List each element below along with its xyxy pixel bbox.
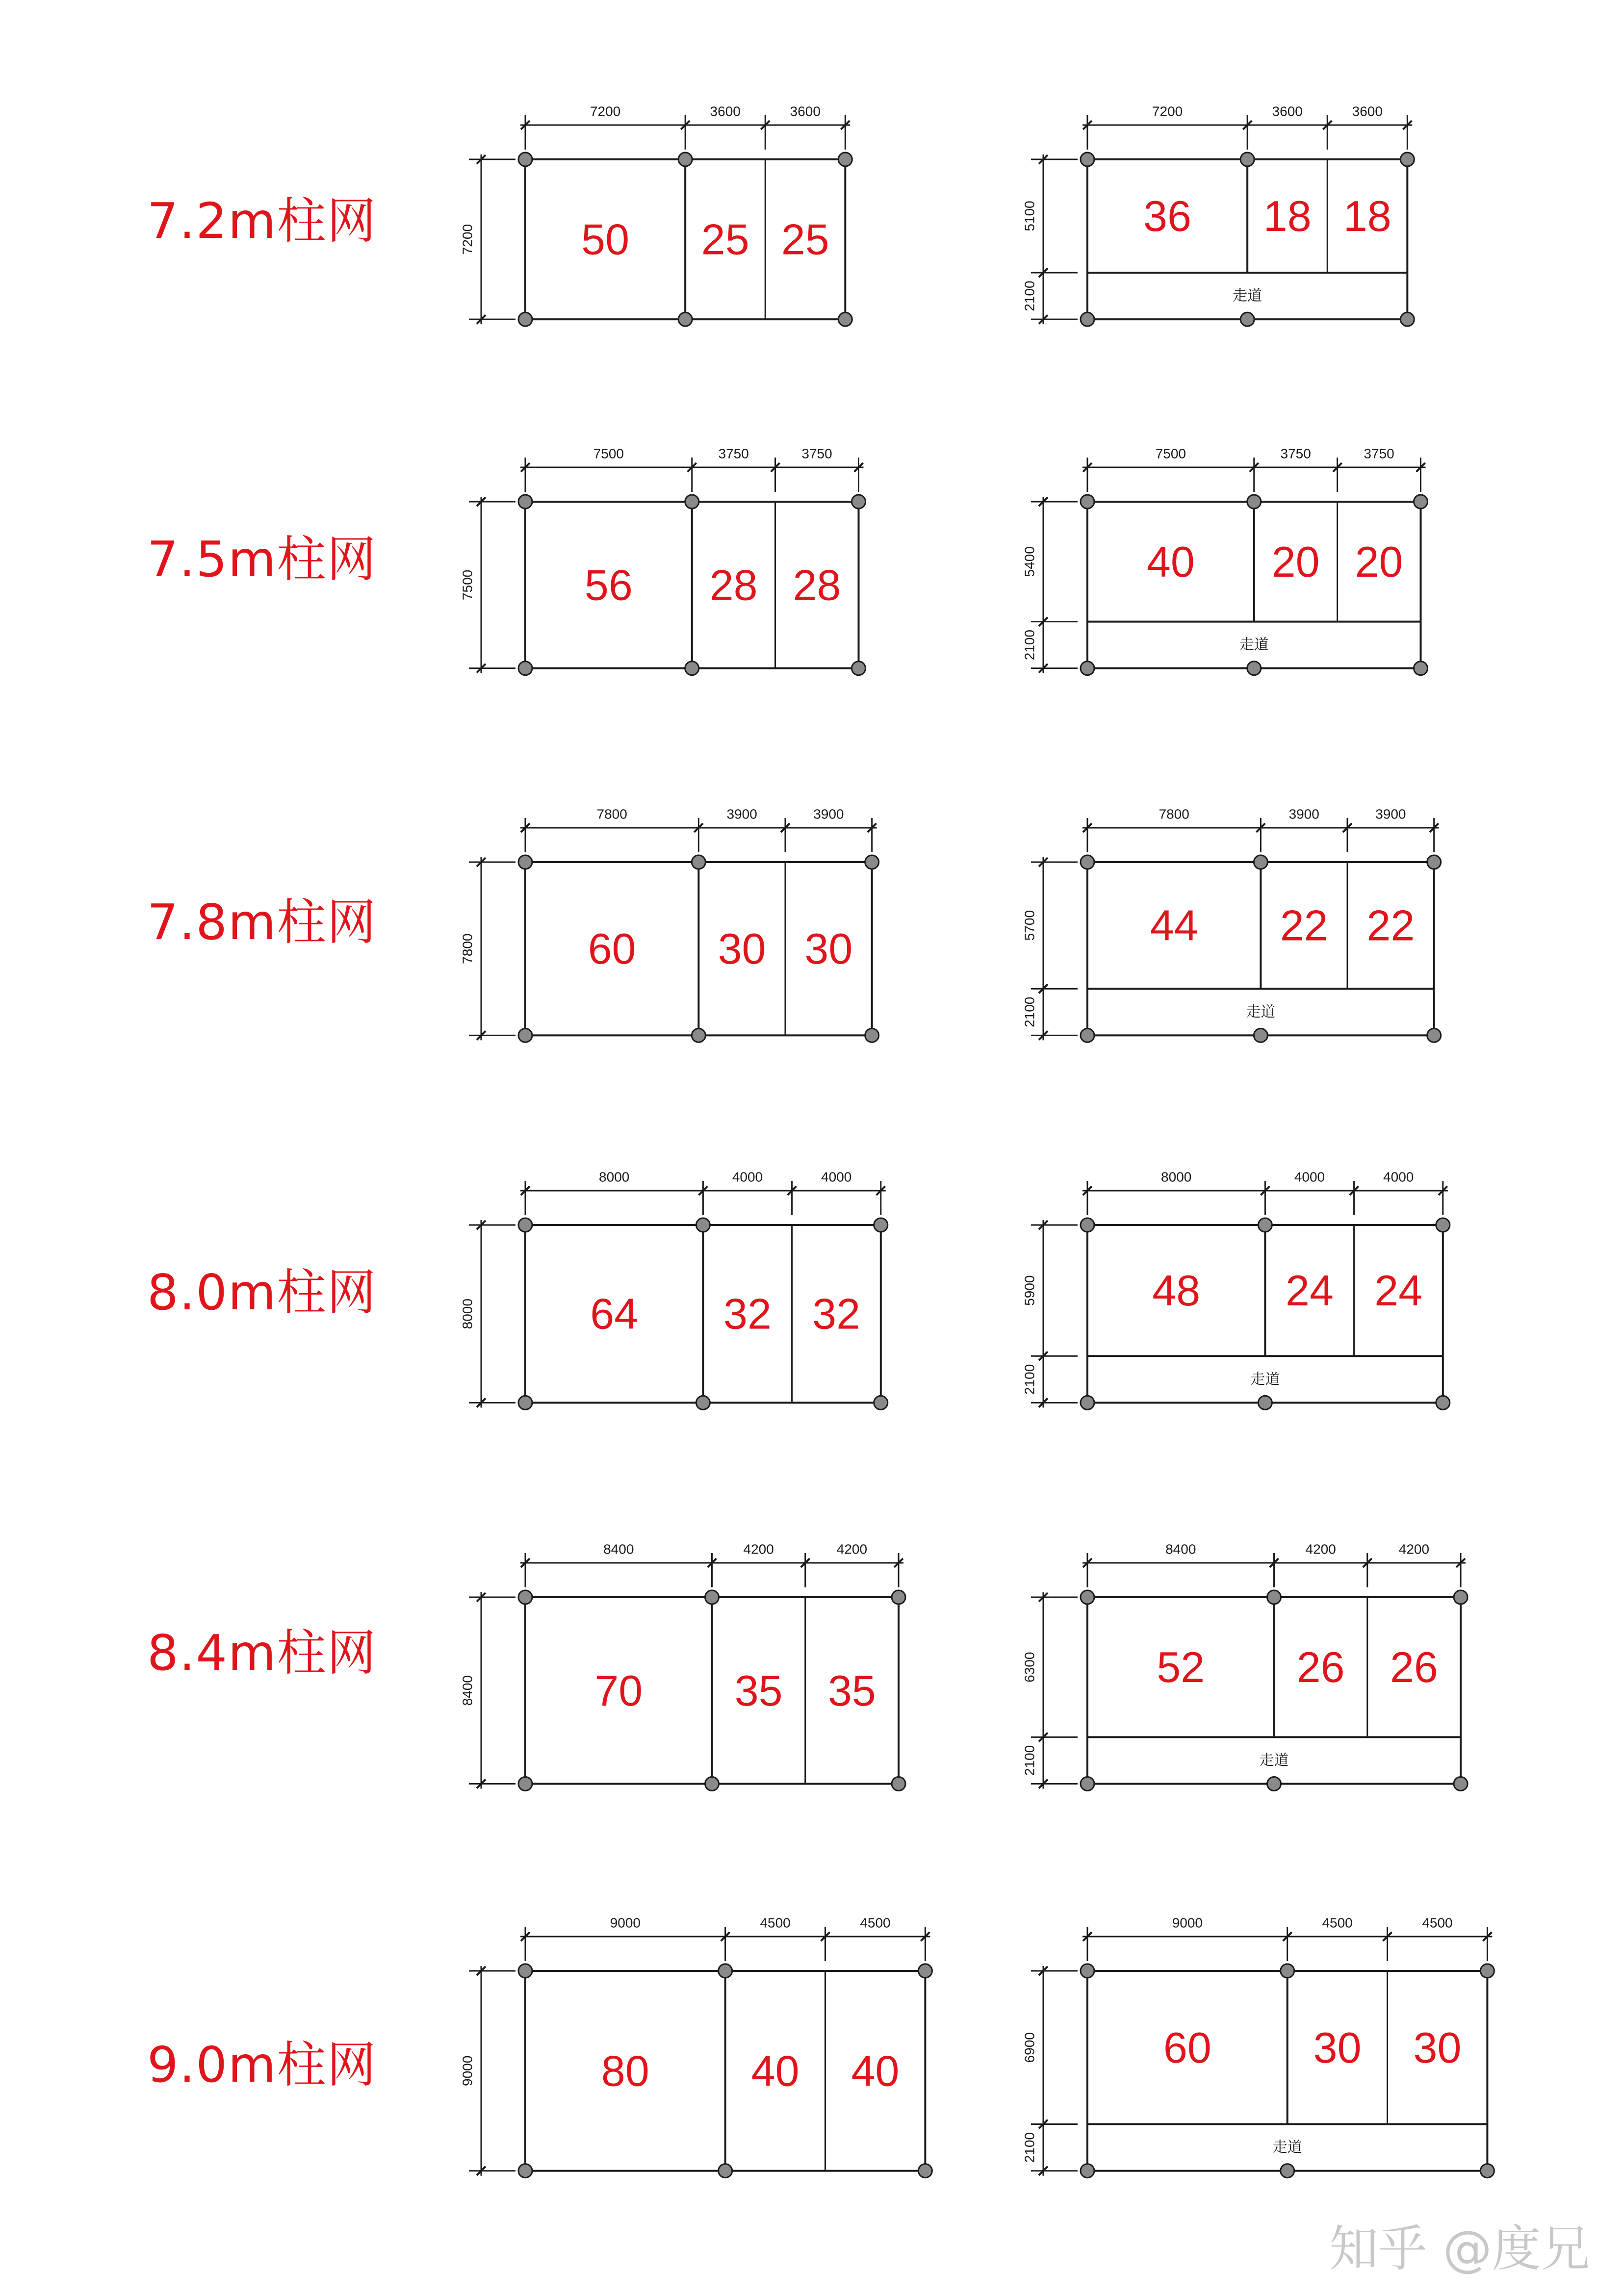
room-area-number: 35 — [734, 1666, 783, 1715]
column-marker — [1081, 1964, 1094, 1978]
column-marker — [719, 1964, 732, 1978]
span-dimension-label: 3900 — [726, 806, 757, 822]
plan-with-corridor — [1022, 807, 1441, 1043]
column-marker — [1254, 855, 1267, 869]
column-marker — [1081, 855, 1094, 869]
room-area-number: 26 — [1296, 1643, 1345, 1692]
column-marker — [852, 495, 866, 509]
column-marker — [1267, 1590, 1281, 1604]
column-marker — [685, 495, 699, 509]
room-area-number: 70 — [594, 1666, 643, 1715]
corridor-depth-label: 2100 — [1022, 1364, 1037, 1395]
column-marker — [1081, 1028, 1094, 1042]
span-dimension-label: 3750 — [1280, 446, 1311, 461]
column-marker — [1480, 2164, 1494, 2178]
column-marker — [1081, 1777, 1094, 1791]
span-dimension-label: 4000 — [1383, 1169, 1414, 1185]
column-marker — [918, 2164, 932, 2178]
span-dimension-label: 8000 — [1161, 1169, 1192, 1185]
room-area-number: 56 — [584, 561, 633, 610]
column-marker — [1081, 312, 1094, 326]
column-marker — [892, 1777, 905, 1791]
room-area-number: 35 — [827, 1666, 876, 1715]
span-dimension-label: 3750 — [1364, 446, 1394, 461]
span-dimension-label: 8400 — [603, 1541, 634, 1557]
span-dimension-label: 4200 — [836, 1541, 868, 1557]
room-area-number: 64 — [590, 1289, 639, 1338]
column-marker — [1081, 153, 1094, 166]
corridor-depth-label: 2100 — [1022, 1745, 1037, 1776]
room-area-number: 28 — [793, 561, 841, 610]
room-area-number: 32 — [812, 1289, 861, 1338]
room-area-number: 40 — [851, 2046, 900, 2095]
span-dimension-label: 9000 — [1172, 1915, 1203, 1931]
span-dimension-label: 4000 — [1294, 1169, 1325, 1185]
room-area-number: 32 — [723, 1289, 772, 1338]
room-area-number: 40 — [751, 2046, 799, 2095]
room-area-number: 50 — [581, 215, 630, 264]
column-marker — [705, 1590, 719, 1604]
room-area-number: 80 — [601, 2046, 649, 2095]
room-area-number: 24 — [1286, 1266, 1334, 1315]
room-area-number: 60 — [1163, 2023, 1211, 2072]
column-marker — [518, 662, 532, 675]
room-area-number: 25 — [781, 215, 829, 264]
room-area-number: 36 — [1143, 192, 1192, 241]
column-marker — [518, 2164, 532, 2178]
room-area-number: 20 — [1355, 537, 1403, 586]
span-dimension-label: 3600 — [1272, 103, 1303, 119]
column-marker — [1427, 855, 1441, 869]
room-area-number: 30 — [804, 924, 853, 973]
room-area-number: 28 — [709, 561, 758, 610]
corridor-label: 走道 — [1272, 2139, 1302, 2156]
corridor-depth-label: 2100 — [1022, 630, 1037, 661]
grid-title: 8.4m柱网 — [147, 1624, 377, 1682]
corridor-depth-label: 2100 — [1022, 281, 1037, 311]
column-marker — [865, 855, 879, 869]
grid-title: 8.0m柱网 — [147, 1264, 377, 1321]
column-marker — [1480, 1964, 1494, 1978]
plan-with-corridor — [1022, 1915, 1494, 2178]
span-dimension-label: 3600 — [790, 103, 821, 119]
corridor-label: 走道 — [1246, 1004, 1276, 1020]
room-depth-label: 6300 — [1022, 1652, 1037, 1683]
column-marker — [1454, 1590, 1468, 1604]
plan-full-depth — [460, 104, 852, 327]
room-area-number: 30 — [718, 924, 766, 973]
column-marker — [685, 662, 699, 675]
watermark: 知乎 @度兄 — [1329, 2220, 1590, 2277]
corridor-label: 走道 — [1259, 1752, 1289, 1769]
grid-title: 7.5m柱网 — [147, 531, 377, 588]
plan-with-corridor — [1022, 1170, 1450, 1410]
column-marker — [518, 153, 532, 166]
span-dimension-label: 4500 — [760, 1915, 791, 1931]
span-dimension-label: 9000 — [610, 1915, 641, 1931]
column-marker — [1427, 1028, 1441, 1042]
span-dimension-label: 7200 — [590, 103, 621, 119]
depth-dimension-label: 7800 — [460, 933, 475, 964]
column-marker — [1240, 312, 1254, 326]
span-dimension-label: 4200 — [743, 1541, 774, 1557]
room-depth-label: 5100 — [1022, 201, 1037, 231]
room-area-number: 40 — [1146, 537, 1195, 586]
room-area-number: 18 — [1343, 192, 1391, 241]
column-marker — [518, 855, 532, 869]
span-dimension-label: 3600 — [710, 103, 741, 119]
column-marker — [678, 153, 692, 166]
column-marker — [692, 855, 705, 869]
column-marker — [1081, 1218, 1094, 1232]
room-depth-label: 5700 — [1022, 910, 1037, 941]
column-marker — [1281, 1964, 1294, 1978]
column-marker — [1258, 1396, 1272, 1409]
column-marker — [1281, 2164, 1294, 2178]
span-dimension-label: 7500 — [593, 446, 624, 461]
plan-with-corridor — [1022, 104, 1415, 327]
column-marker — [518, 1777, 532, 1791]
column-marker — [1454, 1777, 1468, 1791]
span-dimension-label: 4200 — [1305, 1541, 1336, 1557]
span-dimension-label: 4200 — [1398, 1541, 1430, 1557]
corridor-label: 走道 — [1233, 288, 1262, 305]
span-dimension-label: 4500 — [1422, 1915, 1453, 1931]
room-area-number: 30 — [1413, 2023, 1462, 2072]
span-dimension-label: 4000 — [821, 1169, 852, 1185]
room-area-number: 18 — [1263, 192, 1312, 241]
plan-full-depth — [460, 1170, 888, 1410]
room-area-number: 22 — [1366, 901, 1415, 950]
column-marker — [1414, 662, 1428, 675]
room-depth-label: 6900 — [1022, 2032, 1037, 2063]
column-marker — [1081, 495, 1094, 509]
column-marker — [1081, 2164, 1094, 2178]
room-area-number: 25 — [701, 215, 749, 264]
column-marker — [518, 495, 532, 509]
room-area-number: 44 — [1150, 901, 1198, 950]
column-marker — [865, 1028, 879, 1042]
plan-full-depth — [460, 1915, 932, 2178]
column-marker — [518, 1028, 532, 1042]
corridor-depth-label: 2100 — [1022, 996, 1037, 1027]
span-dimension-label: 7200 — [1152, 103, 1183, 119]
corridor-depth-label: 2100 — [1022, 2132, 1037, 2163]
column-marker — [1081, 1396, 1094, 1409]
grid-title: 9.0m柱网 — [147, 2036, 377, 2093]
room-depth-label: 5400 — [1022, 546, 1037, 577]
corridor-label: 走道 — [1250, 1371, 1280, 1388]
span-dimension-label: 4500 — [860, 1915, 891, 1931]
depth-dimension-label: 7200 — [460, 224, 475, 255]
column-marker — [1247, 662, 1261, 675]
column-marker — [678, 312, 692, 326]
plan-full-depth — [460, 446, 866, 675]
depth-dimension-label: 8000 — [460, 1299, 475, 1329]
span-dimension-label: 3900 — [813, 806, 844, 822]
column-marker — [518, 312, 532, 326]
column-marker — [918, 1964, 932, 1978]
room-area-number: 30 — [1313, 2023, 1362, 2072]
column-marker — [1436, 1218, 1450, 1232]
span-dimension-label: 7800 — [596, 806, 627, 822]
column-marker — [1414, 495, 1428, 509]
span-dimension-label: 7800 — [1159, 806, 1189, 822]
column-marker — [1267, 1777, 1281, 1791]
span-dimension-label: 3900 — [1375, 806, 1406, 822]
span-dimension-label: 8000 — [599, 1169, 630, 1185]
column-marker — [518, 1396, 532, 1409]
room-area-number: 48 — [1152, 1266, 1201, 1315]
depth-dimension-label: 8400 — [460, 1675, 475, 1706]
column-marker — [838, 153, 852, 166]
span-dimension-label: 3750 — [718, 446, 749, 461]
span-dimension-label: 3750 — [801, 446, 832, 461]
span-dimension-label: 4000 — [732, 1169, 763, 1185]
depth-dimension-label: 9000 — [460, 2055, 475, 2086]
span-dimension-label: 8400 — [1165, 1541, 1196, 1557]
plan-with-corridor — [1022, 446, 1428, 675]
column-marker — [518, 1218, 532, 1232]
span-dimension-label: 3600 — [1352, 103, 1383, 119]
depth-dimension-label: 7500 — [460, 569, 475, 601]
column-marker — [696, 1396, 710, 1409]
span-dimension-label: 7500 — [1155, 446, 1186, 461]
column-marker — [874, 1218, 888, 1232]
column-marker — [874, 1396, 888, 1409]
corridor-label: 走道 — [1239, 637, 1269, 653]
plan-full-depth — [460, 807, 879, 1043]
plan-with-corridor — [1022, 1542, 1468, 1791]
grid-title: 7.8m柱网 — [147, 893, 377, 951]
room-area-number: 60 — [588, 924, 636, 973]
column-marker — [892, 1590, 905, 1604]
column-marker — [1258, 1218, 1272, 1232]
room-area-number: 20 — [1271, 537, 1320, 586]
column-marker — [1081, 662, 1094, 675]
plan-full-depth — [460, 1542, 906, 1791]
span-dimension-label: 4500 — [1322, 1915, 1353, 1931]
room-area-number: 24 — [1374, 1266, 1423, 1315]
room-area-number: 52 — [1157, 1643, 1205, 1692]
column-marker — [1240, 153, 1254, 166]
column-marker — [1436, 1396, 1450, 1409]
column-marker — [1247, 495, 1261, 509]
column-marker — [696, 1218, 710, 1232]
column-marker — [1081, 1590, 1094, 1604]
column-marker — [1400, 153, 1414, 166]
column-marker — [852, 662, 866, 675]
column-marker — [719, 2164, 732, 2178]
grid-title: 7.2m柱网 — [147, 192, 377, 250]
column-marker — [1254, 1028, 1267, 1042]
column-marker — [838, 312, 852, 326]
room-area-number: 22 — [1280, 901, 1328, 950]
column-marker — [1400, 312, 1414, 326]
column-marker — [518, 1964, 532, 1978]
column-marker — [692, 1028, 705, 1042]
span-dimension-label: 3900 — [1288, 806, 1319, 822]
column-marker — [518, 1590, 532, 1604]
room-depth-label: 5900 — [1022, 1275, 1037, 1306]
column-marker — [705, 1777, 719, 1791]
room-area-number: 26 — [1390, 1643, 1438, 1692]
